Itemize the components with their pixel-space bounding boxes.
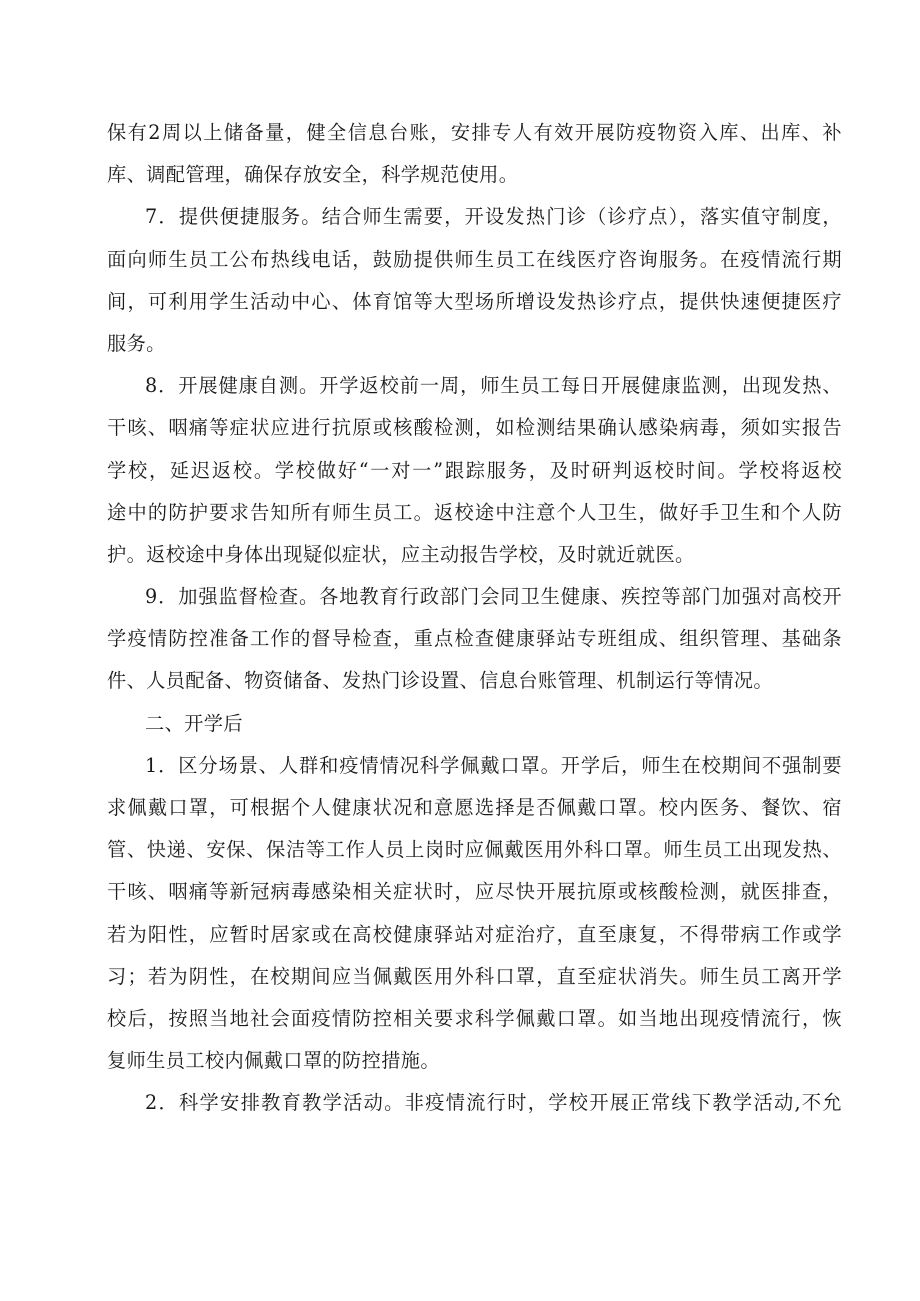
text-line: 9．加强监督检查。各地教育行政部门会同卫生健康、疾控等部门加强对高校开 bbox=[145, 585, 842, 609]
section-heading-after-school-start bbox=[107, 703, 842, 745]
text-line: 管、快递、安保、保洁等工作人员上岗时应佩戴医用外科口罩。师生员工出现发热、 bbox=[107, 838, 842, 862]
paragraph-item-7 bbox=[107, 196, 842, 365]
text-line: 求佩戴口罩，可根据个人健康状况和意愿选择是否佩戴口罩。校内医务、餐饮、宿 bbox=[107, 796, 842, 819]
section-heading: 二、开学后 bbox=[145, 711, 243, 735]
document-body bbox=[107, 112, 842, 1125]
text-line: 途中的防护要求告知所有师生员工。返校途中注意个人卫生，做好手卫生和个人防 bbox=[107, 500, 842, 524]
paragraph-after-item-2 bbox=[107, 1082, 842, 1124]
paragraph-after-item-1 bbox=[107, 745, 842, 1083]
text-line: 库、调配管理，确保存放安全，科学规范使用。 bbox=[107, 163, 519, 187]
text-line: 服务。 bbox=[107, 331, 166, 355]
paragraph-stockpile bbox=[107, 112, 842, 196]
text-line: 校后，按照当地社会面疫情防控相关要求科学佩戴口罩。如当地出现疫情流行，恢 bbox=[107, 1006, 842, 1030]
paragraph-item-9 bbox=[107, 576, 842, 703]
text-line: 干咳、咽痛等新冠病毒感染相关症状时，应尽快开展抗原或核酸检测，就医排查， bbox=[107, 880, 842, 904]
text-line: 8．开展健康自测。开学返校前一周，师生员工每日开展健康监测，出现发热、 bbox=[145, 374, 842, 398]
text-line: 学疫情防控准备工作的督导检查，重点检查健康驿站专班组成、组织管理、基础条 bbox=[107, 627, 842, 651]
text-line: 7．提供便捷服务。结合师生需要，开设发热门诊（诊疗点），落实值守制度， bbox=[145, 205, 842, 229]
text-line: 面向师生员工公布热线电话，鼓励提供师生员工在线医疗咨询服务。在疫情流行期 bbox=[107, 247, 842, 271]
text-line: 习；若为阴性，在校期间应当佩戴医用外科口罩，直至症状消失。师生员工离开学 bbox=[107, 964, 842, 988]
text-line: 复师生员工校内佩戴口罩的防控措施。 bbox=[107, 1049, 440, 1073]
text-line: 间，可利用学生活动中心、体育馆等大型场所增设发热诊疗点，提供快速便捷医疗 bbox=[107, 289, 842, 313]
text-line: 件、人员配备、物资储备、发热门诊设置、信息台账管理、机制运行等情况。 bbox=[107, 669, 773, 693]
text-line: 干咳、咽痛等症状应进行抗原或核酸检测，如检测结果确认感染病毒，须如实报告 bbox=[107, 416, 842, 440]
text-line: 护。返校途中身体出现疑似症状，应主动报告学校，及时就近就医。 bbox=[107, 542, 695, 566]
text-line: 学校，延迟返校。学校做好“一对一”跟踪服务，及时研判返校时间。学校将返校 bbox=[107, 458, 842, 482]
text-line: 2．科学安排教育教学活动。非疫情流行时，学校开展正常线下教学活动,不允 bbox=[145, 1091, 842, 1115]
text-line: 若为阳性，应暂时居家或在高校健康驿站对症治疗，直至康复，不得带病工作或学 bbox=[107, 922, 842, 946]
text-line: 保有2周以上储备量，健全信息台账，安排专人有效开展防疫物资入库、出库、补 bbox=[107, 121, 842, 144]
paragraph-item-8 bbox=[107, 365, 842, 576]
text-line: 1．区分场景、人群和疫情情况科学佩戴口罩。开学后，师生在校期间不强制要 bbox=[145, 753, 842, 777]
